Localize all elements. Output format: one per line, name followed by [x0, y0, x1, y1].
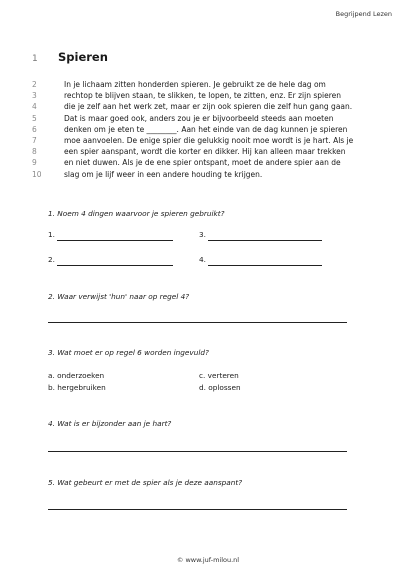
line-text: een spier aanspant, wordt die korter en dikker. Hij kan alleen maar trekken [64, 147, 346, 157]
option-a[interactable]: a. onderzoeken [48, 371, 105, 380]
option-d[interactable]: d. oplossen [199, 383, 241, 392]
line-number: 9 [32, 158, 37, 168]
passage-line [32, 169, 392, 180]
passage-line [32, 146, 392, 157]
passage-line [32, 113, 392, 124]
passage-line [32, 135, 392, 146]
line-number: 6 [32, 124, 37, 134]
answer-label: 1. [48, 230, 55, 239]
line-number: 5 [32, 113, 37, 123]
passage-line [32, 101, 392, 112]
page-header: Begrijpend Lezen [335, 10, 392, 18]
answer-label: 3. [199, 230, 206, 239]
question-1: 1. Noem 4 dingen waarvoor je spieren gebruikt? [48, 209, 225, 218]
line-number: 1 [32, 54, 38, 64]
page-footer: © www.juf-milou.nl [176, 556, 240, 564]
answer-line-1[interactable] [57, 240, 173, 241]
page-title: Spieren [58, 50, 108, 64]
answer-line-q4[interactable] [48, 451, 347, 452]
line-text: die je zelf aan het werk zet, maar er zijn ook spieren die zelf hun gang gaan. [64, 102, 353, 112]
answer-line-q2[interactable] [48, 322, 347, 323]
line-text: en niet duwen. Als je de ene spier ontspant, moet de andere spier aan de [64, 158, 341, 168]
line-number: 3 [32, 91, 37, 101]
line-text: moe aanvoelen. De enige spier die gelukkig nooit moe wordt is je hart. Als je [64, 136, 354, 146]
passage-line [32, 124, 392, 135]
line-number: 10 [32, 169, 42, 179]
line-text: Dat is maar goed ook, anders zou je er bijvoorbeeld steeds aan moeten [64, 113, 334, 123]
answer-line-2[interactable] [57, 265, 173, 266]
answer-line-4[interactable] [208, 265, 322, 266]
answer-line-3[interactable] [208, 240, 322, 241]
line-number: 7 [32, 136, 37, 146]
line-text: rechtop te blijven staan, te slikken, te lopen, te zitten, enz. Er zijn spieren [64, 91, 342, 101]
passage-line [32, 79, 392, 90]
title-row [32, 50, 108, 64]
question-5: 5. Wat gebeurt er met de spier als je deze aanspant? [48, 478, 243, 487]
line-text: In je lichaam zitten honderden spieren. Je gebruikt ze de hele dag om [64, 80, 326, 90]
answer-label: 2. [48, 255, 55, 264]
line-number: 8 [32, 147, 37, 157]
passage-line [32, 90, 392, 101]
reading-passage [32, 79, 392, 180]
answer-line-q5[interactable] [48, 509, 347, 510]
question-4: 4. Wat is er bijzonder aan je hart? [48, 419, 172, 428]
line-text: denken om je eten te ________. Aan het einde van de dag kunnen je spieren [64, 124, 348, 134]
question-3: 3. Wat moet er op regel 6 worden ingevuld? [48, 348, 209, 357]
line-number: 2 [32, 80, 37, 90]
line-text: slag om je lijf weer in een andere houding te krijgen. [64, 169, 263, 179]
question-2: 2. Waar verwijst 'hun' naar op regel 4? [48, 292, 190, 301]
passage-line [32, 157, 392, 168]
line-number: 4 [32, 102, 37, 112]
option-b[interactable]: b. hergebruiken [48, 383, 106, 392]
option-c[interactable]: c. verteren [199, 371, 239, 380]
answer-label: 4. [199, 255, 206, 264]
